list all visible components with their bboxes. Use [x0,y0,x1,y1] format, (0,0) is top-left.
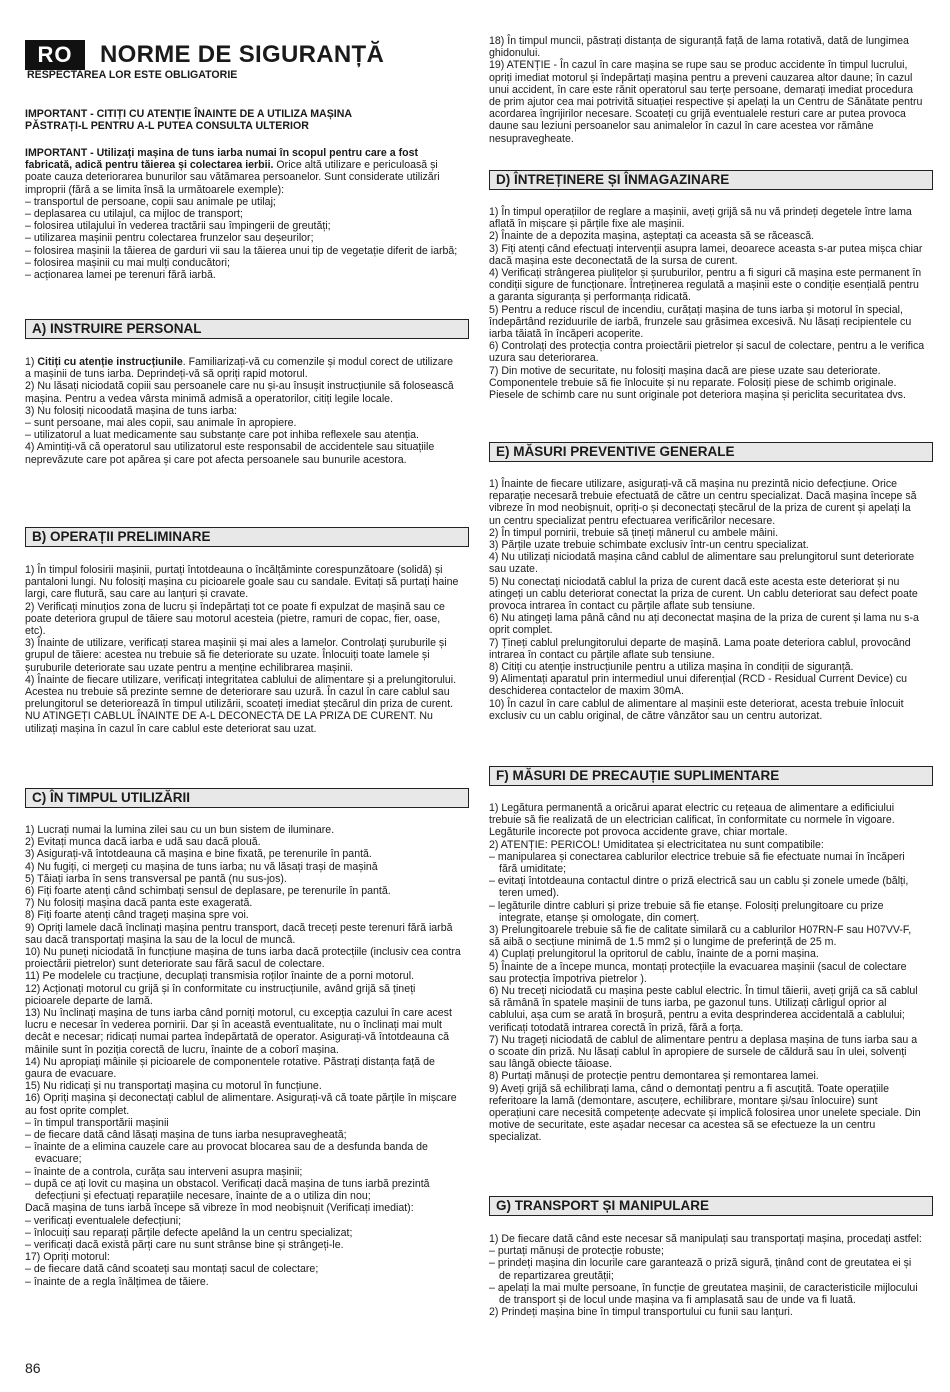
section-g-item: 2) Prindeți mașina bine în timpul transportului cu funii sau lanțuri. [489,1306,793,1319]
section-c-item: 9) Opriți lamele dacă înclinați mașina pentru transport, dacă treceți peste terenuri fără iarbă sau dacă transportați mașina la sau de la locul de muncă. [25,921,453,946]
section-c-subitem: – înainte de a controla, curăța sau interveni asupra mașinii; [25,1165,303,1178]
item-number: 1) [25,356,38,368]
improper-use-item: – utilizarea mașinii pentru colectarea frunzelor sau deșeurilor; [25,232,314,245]
section-heading-e: E) MĂSURI PREVENTIVE GENERALE [489,442,933,462]
section-b-item: 4) Înainte de fiecare utilizare, verificați integritatea cablului de alimentare și a prelungitorului. Acestea nu trebuie să prezinte semne de deteriorare sau uzură. În cazul în care cablul sau prelungitorul se deteriorează în timpul utilizării, scoateți imediat ștecărul din priza de curent. NU ATINGEȚI CABLUL ÎNAINTE DE A-L DECONECTA DE LA PRIZA DE CURENT. Nu utilizați mașina în cazul în care cablul este deteriorat sau uzat. [25,673,457,735]
important-2-text: Orice altă utilizare e periculoasă și poate cauza deteriorarea bunurilor sau vătămarea persoanelor. Sunt considerate utilizări improprii (fără a se limita însă la următoarele exemple): [25,159,440,196]
section-c-subitem: – în timpul transportării mașinii [25,1116,169,1129]
section-f-item: 5) Înainte de a începe munca, montați protecțiile la evacuarea mașinii (sacul de colectare sau protecția împotriva pietrelor ). [489,960,907,985]
section-c-item: 3) Asigurați-vă întotdeauna că mașina e bine fixată, pe terenurile în pantă. [25,848,372,861]
section-c-subitem: – înainte de a elimina cauzele care au provocat blocarea sau de a desfunda banda de evacuare; [25,1141,428,1166]
section-e-item: 1) Înainte de fiecare utilizare, asigurați-vă că mașina nu prezintă nicio defecțiune. Orice reparație necesară trebuie efectuată de către un centru specializat. Dacă mașina începe să vibreze în mod neobișnuit, opriți-o și deconectați ștecărul de la priza de curent și apelați la un centru specializat pentru efectuarea verificărilor necesare. [489,478,917,527]
section-c-item: 6) Fiți foarte atenți când schimbați sensul de deplasare, pe terenurile în pantă. [25,885,391,898]
section-heading-f: F) MĂSURI DE PRECAUȚIE SUPLIMENTARE [489,766,933,786]
section-e-body [489,478,925,722]
section-g-item: 1) De fiecare dată când este necesar să manipulați sau transportați mașina, procedați astfel: [489,1233,922,1245]
section-c-subitem: – de fiecare dată când scoateți sau montați sacul de colectare; [25,1263,319,1276]
section-g-subitem: – apelați la mai multe persoane, în funcție de greutatea mașinii, de caracteristicile mijlocului de transport și de locul unde mașina va fi amplasată sau de unde va fi luată. [489,1281,918,1307]
improper-use-item: – folosirea mașinii cu mai mulți conducători; [25,256,230,269]
section-c-item: 10) Nu puneți niciodată în funcțiune mașina de tuns iarba dacă protecțiile (inclusiv cea contra proiectării pietrelor) sunt deteriorate sau fără sacul de colectare. [25,946,461,971]
section-d-item: 6) Controlați des protecția contra proiectării pietrelor și sacul de colectare, pentru a le verifica uzura sau deteriorarea. [489,340,925,365]
section-e-item: 2) În timpul pornirii, trebuie să țineți mânerul cu ambele mâini. [489,526,779,539]
section-c-item: 18) În timpul muncii, păstrați distanța de siguranță față de lama rotativă, dată de lungimea ghidonului. [489,35,909,60]
improper-use-item: – folosirea utilajului în vederea tractării sau împingerii de greutăți; [25,220,331,233]
section-c-subitem: – înlocuiți sau reparați părțile defecte apelând la un centru specializat; [25,1226,353,1239]
section-c-item: 5) Tăiați iarba în sens transversal pe pantă (nu sus-jos). [25,872,287,885]
section-c-body [25,824,461,1288]
section-f-subitem: – evitați întotdeauna contactul dintre o priză electrică sau un cablu și zonele umede (bălți, teren umed). [489,875,909,900]
section-c-item: 2) Evitați munca dacă iarba e udă sau dacă plouă. [25,836,261,849]
section-b-item: 1) În timpul folosirii mașinii, purtați întotdeauna o încălțăminte corespunzătoare (solidă) și pantaloni lungi. Nu folosiți mașina cu picioarele goale sau cu sandale. Evitați să purtați haine largi, care flutură, sau care au lanțuri și cravate. [25,564,459,601]
section-f-body [489,802,925,1144]
section-d-item: 1) În timpul operațiilor de reglare a mașinii, aveți grijă să nu vă prindeți degetele între lama aflată în mișcare și părțile fixe ale mașinii. [489,206,912,231]
section-f-item: 3) Prelungitoarele trebuie să fie de calitate similară cu a cablurilor H07RN-F sau H07VV-F, să aibă o secțiune minimă de 1.5 mm2 și o lungime de preferință de 25 m. [489,924,912,949]
section-g-body [489,1233,925,1318]
section-c-item: 11) Pe modelele cu tracțiune, decuplați transmisia roților înainte de a porni motorul. [25,970,415,983]
section-c-item: 13) Nu înclinați mașina de tuns iarba când porniți motorul, cu excepția cazului în care acest lucru e necesar în vederea pornirii. Dar și în această eventualitate, nu o înclinați mai mult decât e necesar; ridicați numai partea îndepărtată de operator. Asigurați-vă întotdeauna că mâinile sunt în poziția corectă de lucru, înainte de a coborî mașina. [25,1007,452,1056]
section-f-item: 9) Aveți grijă să echilibrați lama, când o demontați pentru a fi ascuțită. Toate operațiile referitoare la lamă (demontare, ascuțere, echilibrare, montare și/sau înlocuire) sunt operațiuni care necesită competențe adecvate și implică folosirea unor unelete speciale. Din motive de securitate, este așadar necesar ca acestea să se efectueze la un centru specializat. [489,1082,921,1144]
section-d-item: 2) Înainte de a depozita mașina, așteptați ca aceasta să se răcească. [489,230,815,243]
section-f-item: 7) Nu trageți niciodată de cablul de alimentare pentru a deplasa mașina de tuns iarba sau a o scoate din priză. Nu lăsați cablul în apropiere de sursele de căldură sau în ulei, solvenți sau lângă obiecte tăioase. [489,1033,918,1071]
section-e-item: 9) Alimentați aparatul prin intermediul unui diferențial (RCD - Residual Current Device) cu deschiderea contactelor de maxim 30mA. [489,673,908,698]
section-a-item: 2) Nu lăsați niciodată copiii sau persoanele care nu și-au însușit instrucțiunile să folosească mașina. Pentru a vedea vârsta minimă admisă a operatorilor, citiți legile locale. [25,380,454,405]
section-e-item: 7) Țineți cablul prelungitorului departe de mașină. Lama poate deteriora cablul, provocând intrarea în contact cu părțile aflate sub tensiune. [489,636,911,661]
item-text: . Familiarizați-vă cu comenzile și modul corect de utilizare a mașinii de tuns iarba. Deprindeți-vă să opriți rapid motorul. [25,356,453,381]
section-c-item: 19) ATENȚIE - În cazul în care mașina se rupe sau se produc accidente în timpul lucrului, opriți imediat motorul și îndepărtați mașina pentru a preveni cauzarea altor daune; în cazul unui accident, în care este rănit operatorul sau terțe persoane, demarați imediat procedura de prim ajutor cea mai potrivită situației respective și apelați la un Centru de Sănătate pentru acordarea îngrijirilor necesare. Scoateți cu grijă eventualele resturi care ar putea provoca daune sau leziuni persoanelor sau animalelor în cazul în care acestea vor rămâne nesupravegheate. [489,59,923,145]
section-g-subitem: – prindeți mașina din locurile care garantează o priză sigură, ținând cont de greutatea ei și de repartizarea greutății; [489,1257,912,1282]
section-e-item: 10) În cazul în care cablul de alimentare al mașinii este deteriorat, acesta trebuie înlocuit exclusiv cu un cablu original, de către vânzător sau un centru autorizat. [489,697,904,722]
section-a-subitem: – sunt persoane, mai ales copii, sau animale în apropiere. [25,417,297,430]
section-heading-b: B) OPERAȚII PRELIMINARE [25,527,469,547]
bold-phrase: Citiți cu atenție instrucțiunile [37,356,183,368]
section-c-subitem: – înainte de a regla înălțimea de tăiere. [25,1275,209,1288]
intro-important-2 [25,147,461,281]
important-2-bold: IMPORTANT - Utilizați mașina de tuns iarba numai în scopul pentru care a fost fabricată, adică pentru tăierea și colectarea ierbii. [25,147,419,172]
section-c-item: 1) Lucrați numai la lumina zilei sau cu un bun sistem de iluminare. [25,824,335,836]
section-a-body [25,356,461,466]
section-b-item: 2) Verificați minuțios zona de lucru și îndepărtați tot ce poate fi expulzat de mașină sau ce poate deteriora grupul de tăiere sau motorul acesteia (pietre, ramuri de copac, fier, oase, etc). [25,600,445,638]
intro-important-1 [25,108,461,132]
section-f-item: 4) Cuplați prelungitorul la opritorul de cablu, înainte de a porni mașina. [489,948,819,961]
section-c-subitem: – verificați eventualele defecțiuni; [25,1214,182,1227]
section-a-subitem: – utilizatorul a luat medicamente sau substanțe care pot inhiba reflexele sau atenția. [25,429,419,442]
section-c-item: Dacă mașina de tuns iarbă începe să vibreze în mod neobișnuit (Verificați imediat): [25,1202,414,1215]
section-f-item: 8) Purtați mănuși de protecție pentru demontarea și remontarea lamei. [489,1070,819,1083]
language-badge: RO [25,40,85,70]
page-title: NORME DE SIGURANȚĂ [100,41,385,68]
section-c-item: 4) Nu fugiți, ci mergeți cu mașina de tuns iarba; nu vă lăsați trași de mașină [25,860,378,873]
section-f-subitem: – manipularea și conectarea cablurilor electrice trebuie să fie efectuate numai în încăperi fără umiditate; [489,850,905,876]
section-c-item: 17) Opriți motorul: [25,1251,110,1264]
section-d-body [489,206,925,401]
section-c-item: 8) Fiți foarte atenți când trageți mașina spre voi. [25,909,249,922]
section-heading-g: G) TRANSPORT ȘI MANIPULARE [489,1196,933,1216]
section-e-item: 5) Nu conectați niciodată cablul la priza de curent dacă este acesta este deteriorat și nu atingeți un cablu deteriorat conectat la priza de curent. Un cablu deteriorat sau defect poate provoca intrarea în contact cu părțile aflate sub tensiune. [489,575,918,613]
improper-use-item: – folosirea mașinii la tăierea de garduri vii sau la tăierea unui tip de vegetație diferit de iarbă; [25,244,458,257]
section-f-item: 1) Legătura permanentă a oricărui aparat electric cu rețeaua de alimentare a edificiului trebuie să fie realizată de un electrician calificat, în conformitate cu normele în vigoare. Legăturile incorecte pot provoca accidente grave, chiar mortale. [489,802,895,839]
section-c-continued [489,35,925,145]
section-d-item: 4) Verificați strângerea piulițelor și șuruburilor, pentru a fi siguri că mașina este permanent în condiții sigure de funcționare. Întreținerea regulată a mașinii este o condiție esențială pentru a garanta siguranța și performanța ridicată. [489,267,922,304]
improper-use-item: – acționarea lamei pe terenuri fără iarbă. [25,269,216,282]
important-line-2: PĂSTRAȚI-L PENTRU A-L PUTEA CONSULTA ULTERIOR [25,120,309,133]
section-heading-a: A) INSTRUIRE PERSONAL [25,319,469,339]
section-b-body [25,564,461,735]
section-a-item: 4) Amintiți-vă că operatorul sau utilizatorul este responsabil de accidentele sau situațiile neprevăzute care pot apărea și care pot afecta persoanele sau bunurile acestora. [25,441,435,466]
important-line-1: IMPORTANT - CITIȚI CU ATENȚIE ÎNAINTE DE A UTILIZA MAȘINA [25,108,353,120]
section-f-item: 2) ATENȚIE: PERICOL! Umiditatea și electricitatea nu sunt compatibile: [489,838,824,851]
section-g-subitem: – purtați mănuși de protecție robuste; [489,1245,664,1258]
section-c-subitem: – verificați dacă există părți care nu sunt strânse bine și strângeți-le. [25,1238,344,1251]
section-heading-d: D) ÎNTREȚINERE ȘI ÎNMAGAZINARE [489,170,933,190]
section-f-item: 6) Nu treceți niciodată cu mașina peste cablul electric. În timul tăierii, aveți grijă ca să cablul să rămână în spatele mașinii de tuns iarba, pe gazonul tuns. Utilizați cârligul oprior al cablului, așa cum se arată în broșură, pentru a evita desprinderea accidentală a cablului; verificați totodată intrarea corectă în priză, fără a forța. [489,985,918,1034]
page-number: 86 [25,1360,41,1376]
section-c-item: 12) Acționați motorul cu grijă și în conformitate cu instrucțiunile, având grijă să țineți picioarele departe de lamă. [25,982,416,1007]
section-c-subitem: – după ce ați lovit cu mașina un obstacol. Verificați dacă mașina de tuns iarbă prezintă defecțiuni și efectuați reparațiile necesare, înainte de a o utiliza din nou; [25,1177,430,1203]
improper-use-item: – transportul de persoane, copii sau animale pe utilaj; [25,195,276,208]
section-e-item: 3) Părțile uzate trebuie schimbate exclusiv într-un centru specializat. [489,539,809,552]
section-a-item: 3) Nu folosiți nicoodată mașina de tuns iarba: [25,404,237,417]
section-c-subitem: – de fiecare dată când lăsați mașina de tuns iarba nesupravegheată; [25,1129,347,1142]
section-d-item: 5) Pentru a reduce riscul de incendiu, curățați mașina de tuns iarba și motorul în special, îndepărtând reziduurile de iarbă, frunzele sau grăsimea excesivă. Nu lăsați recipientele cu iarba tăiată în încăperi acoperite. [489,303,912,341]
section-b-item: 3) Înainte de utilizare, verificați starea mașinii și mai ales a lamelor. Controlați șuruburile și grupul de tăiere: acestea nu trebuie să fie deteriorate su uzate. Înlocuiți toate lamele și șuruburile deteriorate sau uzate pentru a menține echilibrarea mașinii. [25,637,447,674]
page-subtitle: RESPECTAREA LOR ESTE OBLIGATORIE [27,69,238,81]
section-f-subitem: – legăturile dintre cabluri și prize trebuie să fie etanșe. Folosiți prelungitoare cu prize integrate, etanșe și omologate, din comerț. [489,899,884,924]
section-e-item: 8) Citiți cu atenție instrucțiunile pentru a utiliza mașina în condiții de siguranță. [489,661,854,674]
section-e-item: 4) Nu utilizați niciodată mașina când cablul de alimentare sau prelungitorul sunt deteriorate sau uzate. [489,551,915,576]
section-c-item: 14) Nu apropiați mâinile și picioarele de componentele rotative. Păstrați distanța față de gaura de evacuare. [25,1055,435,1081]
improper-use-item: – deplasarea cu utilajul, ca mijloc de transport; [25,208,243,221]
section-c-item: 7) Nu folosiți mașina dacă panta este exagerată. [25,897,253,910]
section-heading-c: C) ÎN TIMPUL UTILIZĂRII [25,788,469,808]
section-d-item: 3) Fiți atenți când efectuați intervenții asupra lamei, deoarece aceasta s-ar putea mișca chiar dacă mașina este deconectată de la sursa de curent. [489,242,923,267]
section-d-item: 7) Din motive de securitate, nu folosiți mașina dacă are piese uzate sau deteriorate. Componentele trebuie să fie înlocuite și nu reparate. Folosiți piese de schimb originale. Piesele de schimb care nu sunt originale pot deteriora mașina și periclita securitatea dvs. [489,364,906,402]
section-c-item: 16) Opriți mașina și deconectați cablul de alimentare. Asigurați-vă că toate părțile în mișcare au fost oprite complet. [25,1092,457,1117]
section-c-item: 15) Nu ridicați și nu transportați mașina cu motorul în funcțiune. [25,1080,322,1093]
section-e-item: 6) Nu atingeți lama până când nu ați deconectat mașina de la priza de curent și lama nu s-a oprit complet. [489,612,919,637]
